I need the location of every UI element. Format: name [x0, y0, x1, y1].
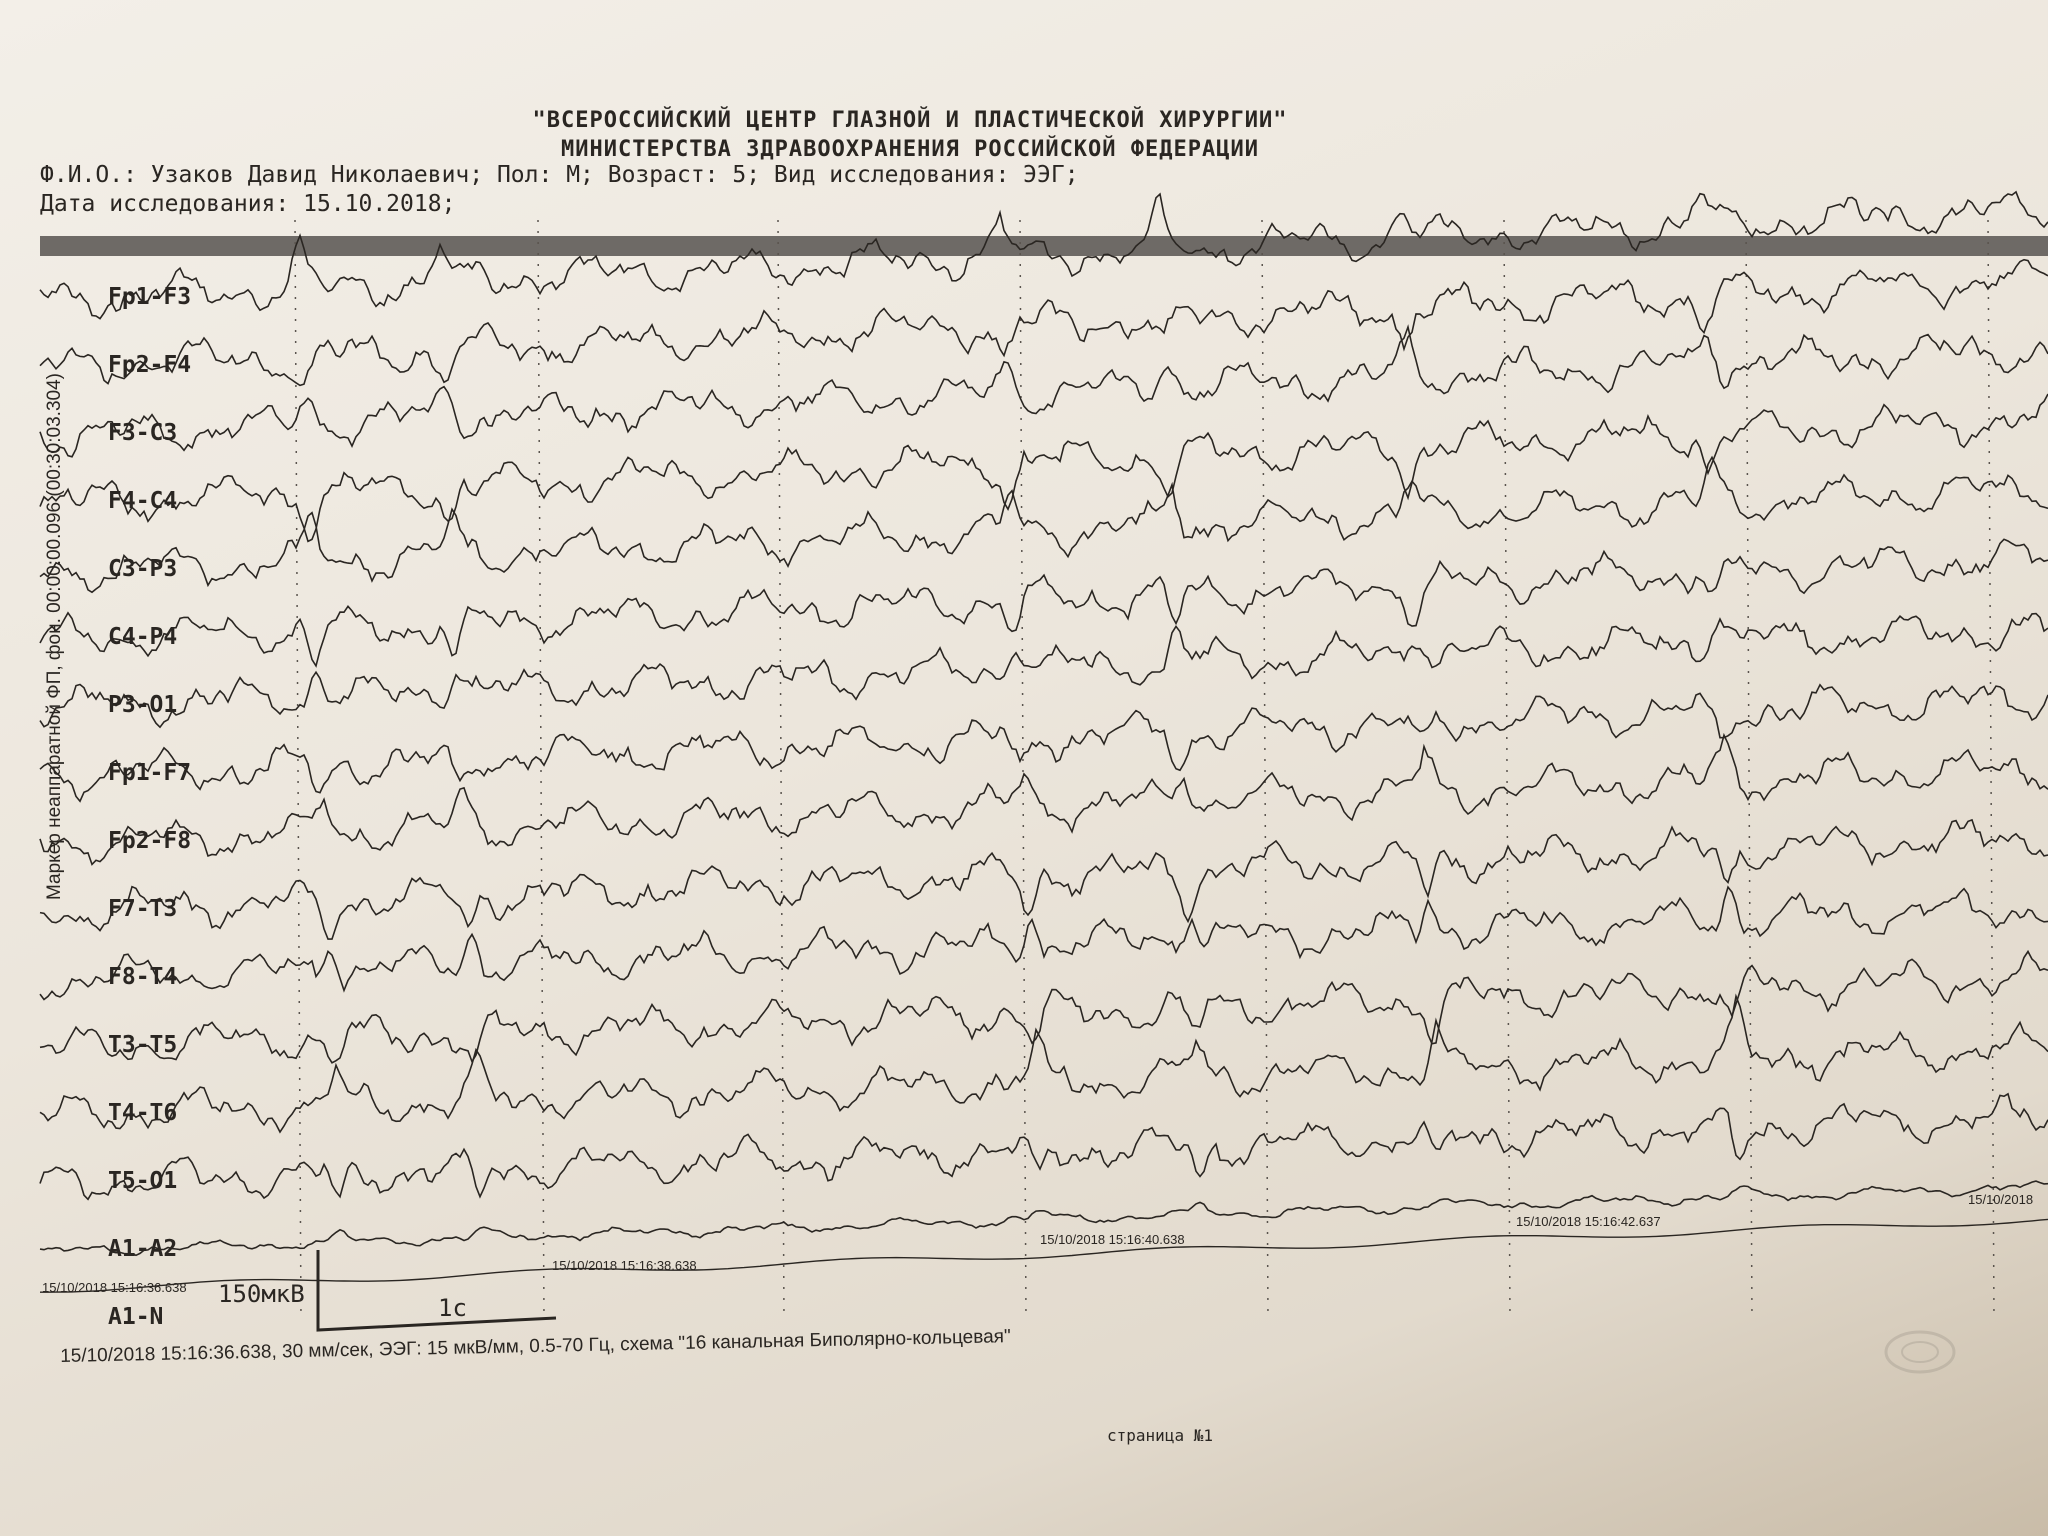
channel-label-a1-n: A1-N: [108, 1304, 164, 1330]
timestamp-4: 15/10/2018 15:16:42.637: [1516, 1214, 1661, 1229]
study-date: Дата исследования: 15.10.2018;: [40, 191, 456, 217]
channel-label-t4-t6: T4-T6: [108, 1100, 178, 1126]
channel-label-c4-p4: C4-P4: [108, 624, 178, 650]
trace-fp2-f8: [40, 735, 2048, 864]
recording-settings: 15/10/2018 15:16:36.638, 30 мм/сек, ЭЭГ: 15 мкВ/мм, 0.5-70 Гц, схема "16 канальная Биполярно-кольцевая": [60, 1326, 1011, 1367]
channel-label-fp2-f8: Fp2-F8: [108, 828, 192, 854]
trace-c4-p4: [40, 539, 2048, 666]
channel-label-fp1-f3: Fp1-F3: [108, 284, 192, 310]
channel-label-p3-o1: P3-O1: [108, 692, 178, 718]
channel-label-fp1-f7: Fp1-F7: [108, 760, 192, 786]
channel-label-t3-t5: T3-T5: [108, 1032, 178, 1058]
trace-p3-o1: [40, 614, 2048, 728]
timestamp-1: 15/10/2018 15:16:36.638: [42, 1280, 187, 1295]
organization-title: "ВСЕРОССИЙСКИЙ ЦЕНТР ГЛАЗНОЙ И ПЛАСТИЧЕСКОЙ ХИРУРГИИ": [532, 108, 1288, 133]
timestamp-2: 15/10/2018 15:16:38.638: [552, 1258, 697, 1273]
page-number: страница №1: [1107, 1426, 1213, 1445]
channel-label-t5-o1: T5-O1: [108, 1168, 178, 1194]
channel-label-f4-c4: F4-C4: [108, 488, 178, 514]
grid-line-7: [1746, 220, 1752, 1320]
marker-label: Маркер неаппаратной ФП, фон. 00:00:00.096 (00:30:03.304): [44, 373, 65, 900]
trace-c3-p3: [40, 457, 2048, 592]
channel-label-c3-p3: C3-P3: [108, 556, 178, 582]
calibration-marker: [318, 1250, 556, 1330]
channel-label-fp2-f4: Fp2-F4: [108, 352, 192, 378]
channel-label-a1-a2: A1-A2: [108, 1236, 178, 1262]
trace-f8-t4: [40, 887, 2048, 999]
calibration-time: 1с: [438, 1294, 467, 1322]
channel-label-f7-t3: F7-T3: [108, 896, 178, 922]
trace-f7-t3: [40, 820, 2048, 939]
logo-watermark: [1880, 1320, 2048, 1380]
grid-line-3: [778, 220, 784, 1320]
calibration-amplitude: 150мкВ: [218, 1280, 305, 1308]
trace-t5-o1: [40, 1094, 2048, 1199]
organization-subtitle: МИНИСТЕРСТВА ЗДРАВООХРАНЕНИЯ РОССИЙСКОЙ ФЕДЕРАЦИИ: [560, 137, 1259, 162]
grid-line-2: [538, 220, 544, 1320]
grid-line-8: [1988, 220, 1994, 1320]
trace-f4-c4: [40, 394, 2048, 541]
channel-label-f8-t4: F8-T4: [108, 964, 178, 990]
patient-info: Ф.И.О.: Узаков Давид Николаевич; Пол: М; Возраст: 5; Вид исследования: ЭЭГ;: [40, 162, 1079, 188]
timestamp-5: 15/10/2018: [1968, 1192, 2034, 1207]
trace-t4-t6: [40, 996, 2048, 1132]
trace-f3-c3: [40, 327, 2048, 457]
eeg-traces: [40, 192, 2048, 1292]
grid-line-4: [1020, 220, 1026, 1320]
channel-label-f3-c3: F3-C3: [108, 420, 178, 446]
grid-line-5: [1262, 220, 1268, 1320]
timestamp-3: 15/10/2018 15:16:40.638: [1040, 1232, 1185, 1247]
time-grid: [295, 220, 1994, 1320]
grid-line-6: [1504, 220, 1510, 1320]
